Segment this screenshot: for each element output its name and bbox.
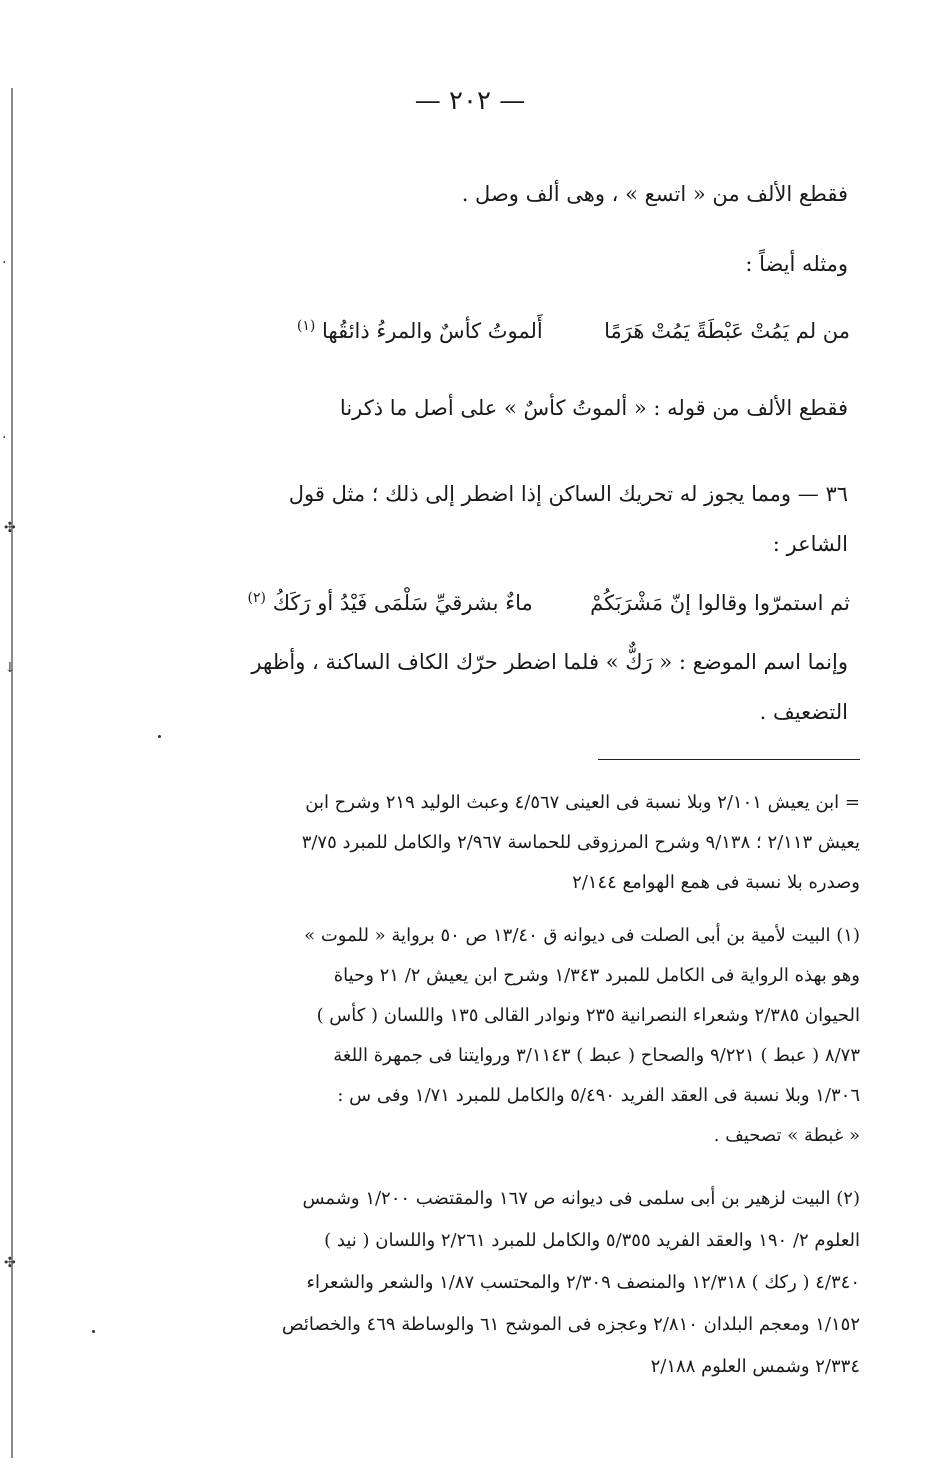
footnote-line: ٤/٣٤٠ ( ركك ) ١٢/٣١٨ والمنصف ٢/٣٠٩ والمحتسب ١/٨٧ والشعر والشعراء [306, 1272, 860, 1293]
verse-hemistich-left: ماءٌ بشرقيِّ سَلْمَى فَيْدُ أو رَكَكُ [272, 591, 533, 615]
footnote-line: ١/٣٠٦ وبلا نسبة فى العقد الفريد ٥/٤٩٠ والكامل للمبرد ١/٧١ وفى س : [337, 1085, 860, 1106]
scan-mark: · [2, 430, 7, 446]
text-line: الشاعر : [772, 532, 848, 556]
footnote-line: يعيش ٢/١١٣ ؛ ٩/١٣٨ وشرح المرزوقى للحماسة ٢/٩٦٧ والكامل للمبرد ٣/٧٥ [301, 832, 860, 853]
footnote-line: (١) البيت لأمية بن أبى الصلت فى ديوانه ق ١٣/٤٠ ص ٥٠ برواية « للموت » [304, 925, 860, 946]
footnote-line: ١/١٥٢ ومعجم البلدان ٢/٨١٠ وعجزه فى الموشح ٦١ والوساطة ٤٦٩ والخصائص [281, 1314, 860, 1335]
scan-edge-line [11, 88, 13, 1458]
ink-speck [92, 1330, 95, 1333]
footnote-ref: (١) [296, 318, 316, 334]
verse-hemistich-right: من لم يَمُتْ عَبْطَةً يَمُتْ هَرَمًا [604, 319, 850, 343]
verse-line [297, 318, 850, 343]
footnote-ref: (٢) [247, 590, 267, 606]
verse-hemistich-right: ثم استمرّوا وقالوا إنّ مَشْرَبَكُمْ [590, 591, 850, 615]
page-number: — ٢٠٢ — [414, 86, 526, 116]
footnote-line: العلوم ٢/ ١٩٠ والعقد الفريد ٥/٣٥٥ والكامل للمبرد ٢/٢٦١ واللسان ( نيد ) [324, 1230, 860, 1251]
footnote-line: ٨/٧٣ ( عبط ) ٩/٢٢١ والصحاح ( عبط ) ٣/١١٤٣ وروايتنا فى جمهرة اللغة [333, 1045, 860, 1066]
text-line: التضعيف . [759, 700, 848, 724]
scan-mark: · [2, 255, 7, 271]
text-line: ٣٦ — ومما يجوز له تحريك الساكن إذا اضطر إلى ذلك ؛ مثل قول [288, 482, 848, 506]
footnote-line: وهو بهذه الرواية فى الكامل للمبرد ١/٣٤٣ وشرح ابن يعيش ٢/ ٢١ وحياة [333, 965, 860, 986]
scan-mark: ↓ [4, 660, 16, 676]
verse-line [248, 590, 850, 615]
ink-speck [158, 735, 161, 738]
footnote-line: الحيوان ٢/٣٨٥ وشعراء النصرانية ٢٣٥ ونوادر القالى ١٣٥ واللسان ( كأس ) [316, 1005, 860, 1026]
verse-hemistich-left: أَلموتُ كأسٌ والمرءُ ذائقُها [322, 319, 543, 343]
footnote-line: وصدره بلا نسبة فى همع الهوامع ٢/١٤٤ [572, 872, 860, 893]
footnote-line: ٢/٣٣٤ وشمس العلوم ٢/١٨٨ [650, 1356, 860, 1377]
text-line: فقطع الألف من « اتسع » ، وهى ألف وصل . [461, 182, 848, 206]
footnote-line: « غبطة » تصحيف . [713, 1125, 860, 1146]
footnote-line: (٢) البيت لزهير بن أبى سلمى فى ديوانه ص ١٦٧ والمقتضب ١/٢٠٠ وشمس [302, 1188, 860, 1209]
text-line: فقطع الألف من قوله : « ألموتُ كأسٌ » على أصل ما ذكرنا [339, 396, 848, 420]
footnote-divider [598, 759, 860, 760]
footnote-line: = ابن يعيش ٢/١٠١ وبلا نسبة فى العينى ٤/٥٦٧ وعبث الوليد ٢١٩ وشرح ابن [305, 792, 860, 813]
scan-mark: ✣ [4, 520, 16, 536]
text-line: ومثله أيضاً : [745, 252, 848, 276]
text-line: وإنما اسم الموضع : « رَكٌّ » فلما اضطر حرّك الكاف الساكنة ، وأظهر [251, 650, 848, 674]
scan-mark: ✣ [4, 1255, 16, 1271]
